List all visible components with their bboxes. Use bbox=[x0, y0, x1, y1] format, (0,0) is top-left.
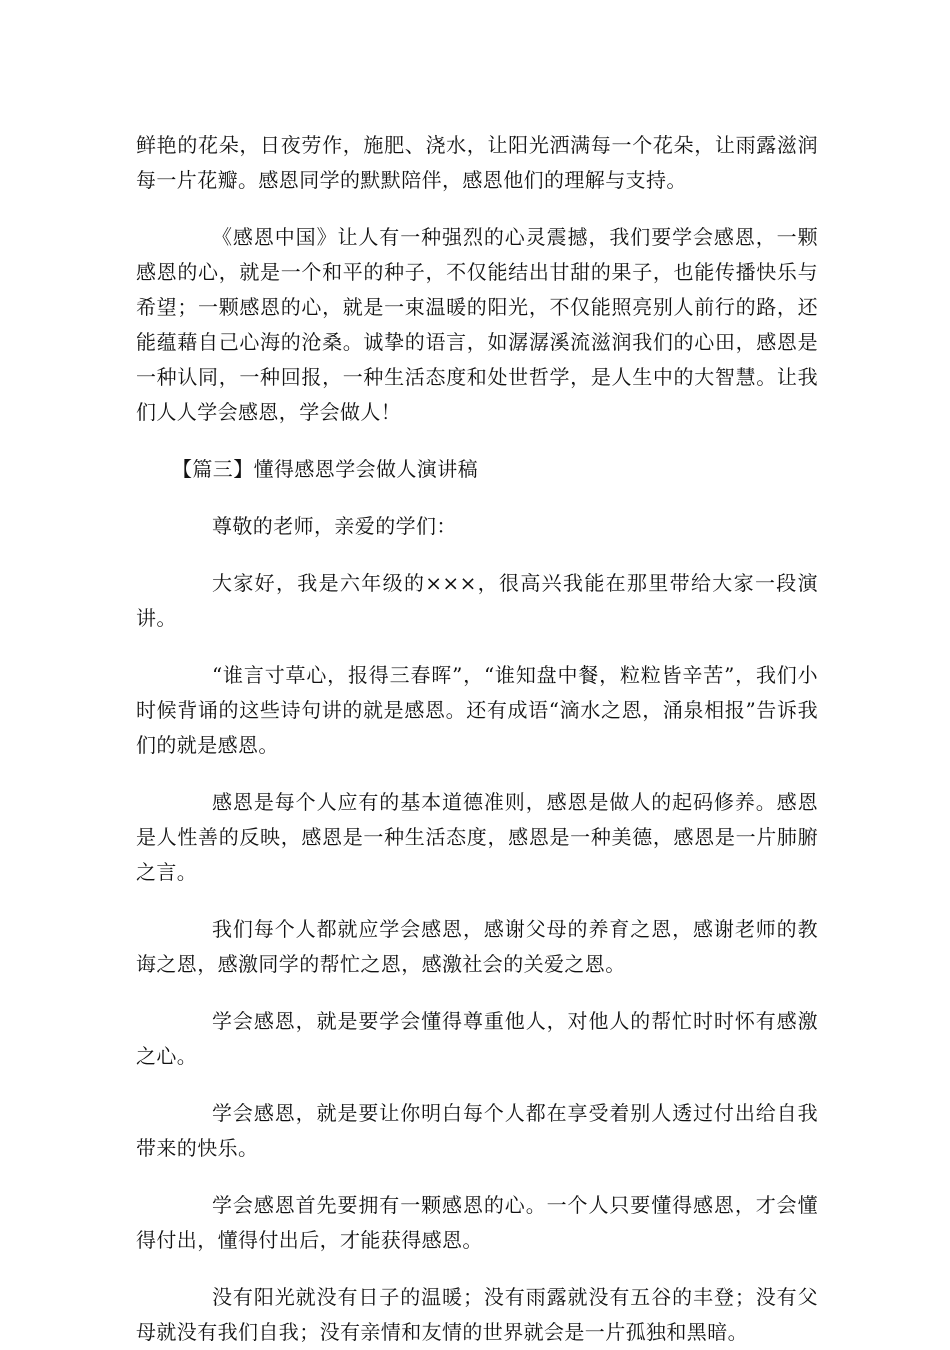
paragraph-7: 我们每个人都就应学会感恩，感谢父母的养育之恩，感谢老师的教诲之恩，感激同学的帮忙之恩，感激社会的关爱之恩。 bbox=[136, 917, 818, 976]
paragraph-1: 鲜艳的花朵，日夜劳作，施肥、浇水，让阳光洒满每一个花朵，让雨露滋润每一片花瓣。感恩同学的默默陪伴，感恩他们的理解与支持。 bbox=[136, 133, 818, 192]
paragraph-salutation: 尊敬的老师，亲爱的学们： bbox=[212, 514, 457, 538]
paragraph-poem: “谁言寸草心，报得三春晖”，“谁知盘中餐，粒粒皆辛苦”，我们小时候背诵的这些诗句讲的就是感恩。还有成语“滴水之恩，涌泉相报”告诉我们的就是感恩。 bbox=[136, 663, 818, 757]
paragraph-6: 感恩是每个人应有的基本道德准则，感恩是做人的起码修养。感恩是人性善的反映，感恩是一种生活态度，感恩是一种美德，感恩是一片肺腑之言。 bbox=[136, 790, 818, 884]
section-heading: 【篇三】懂得感恩学会做人演讲稿 bbox=[172, 457, 478, 481]
paragraph-10: 学会感恩首先要拥有一颗感恩的心。一个人只要懂得感恩，才会懂得付出，懂得付出后，才能获得感恩。 bbox=[136, 1193, 818, 1252]
paragraph-8: 学会感恩，就是要学会懂得尊重他人，对他人的帮忙时时怀有感激之心。 bbox=[136, 1009, 818, 1068]
paragraph-9: 学会感恩，就是要让你明白每个人都在享受着别人透过付出给自我带来的快乐。 bbox=[136, 1101, 818, 1160]
document-page bbox=[136, 128, 818, 1350]
paragraph-2: 《感恩中国》让人有一种强烈的心灵震撼，我们要学会感恩，一颗感恩的心，就是一个和平的种子，不仅能结出甘甜的果子，也能传播快乐与希望；一颗感恩的心，就是一束温暖的阳光，不仅能照亮别人前行的路，还能蕴藉自己心海的沧桑。诚挚的语言，如潺潺溪流滋润我们的心田，感恩是一种认同，一种回报，一种生活态度和处世哲学，是人生中的大智慧。让我们人人学会感恩，学会做人！ bbox=[136, 225, 818, 424]
paragraph-greeting: 大家好，我是六年级的×××，很高兴我能在那里带给大家一段演讲。 bbox=[136, 571, 818, 630]
paragraph-11: 没有阳光就没有日子的温暖；没有雨露就没有五谷的丰登；没有父母就没有我们自我；没有亲情和友情的世界就会是一片孤独和黑暗。 bbox=[136, 1285, 818, 1344]
